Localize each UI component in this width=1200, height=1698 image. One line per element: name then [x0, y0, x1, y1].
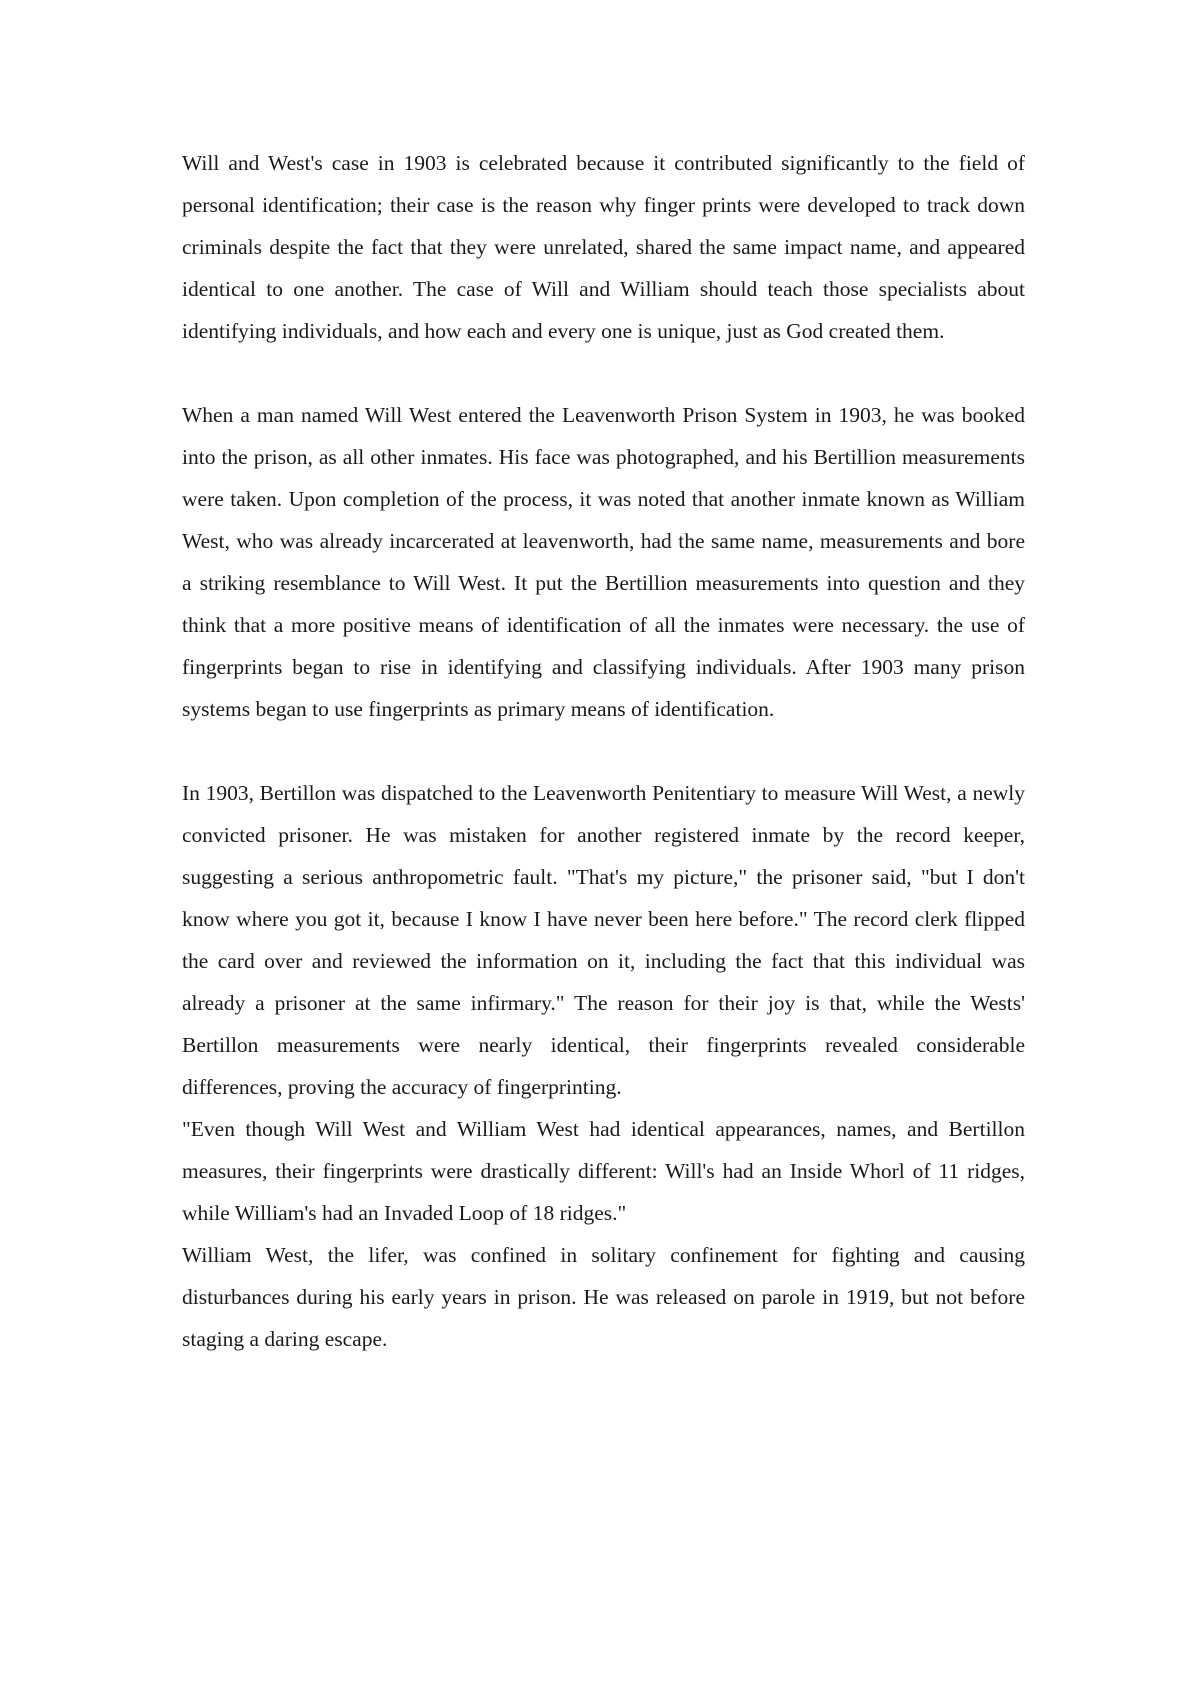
paragraph-gap [182, 352, 1025, 394]
paragraph-5: William West, the lifer, was confined in solitary confinement for fighting and causing disturbances during his early years in prison. He was released on parole in 1919, but not before staging a daring escape. [182, 1243, 1025, 1351]
document-body [182, 142, 1025, 1360]
paragraph-1: Will and West's case in 1903 is celebrated because it contributed significantly to the field of personal identification; their case is the reason why finger prints were developed to track down criminals despite the fact that they were unrelated, shared the same impact name, and appeared identical to one another. The case of Will and William should teach those specialists about identifying individuals, and how each and every one is unique, just as God created them. [182, 151, 1025, 343]
paragraph-4: "Even though Will West and William West had identical appearances, names, and Bertillon measures, their fingerprints were drastically different: Will's had an Inside Whorl of 11 ridges, while William's had an Invaded Loop of 18 ridges." [182, 1117, 1025, 1225]
paragraph-2: When a man named Will West entered the Leavenworth Prison System in 1903, he was booked into the prison, as all other inmates. His face was photographed, and his Bertillion measurements were taken. Upon completion of the process, it was noted that another inmate known as William West, who was already incarcerated at leavenworth, had the same name, measurements and bore a striking resemblance to Will West. It put the Bertillion measurements into question and they think that a more positive means of identification of all the inmates were necessary. the use of fingerprints began to rise in identifying and classifying individuals. After 1903 many prison systems began to use fingerprints as primary means of identification. [182, 403, 1025, 721]
paragraph-gap [182, 730, 1025, 772]
paragraph-3: In 1903, Bertillon was dispatched to the Leavenworth Penitentiary to measure Will West, a newly convicted prisoner. He was mistaken for another registered inmate by the record keeper, suggesting a serious anthropometric fault. "That's my picture," the prisoner said, "but I don't know where you got it, because I know I have never been here before." The record clerk flipped the card over and reviewed the information on it, including the fact that this individual was already a prisoner at the same infirmary." The reason for their joy is that, while the Wests' Bertillon measurements were nearly identical, their fingerprints revealed considerable differences, proving the accuracy of fingerprinting. [182, 781, 1025, 1099]
